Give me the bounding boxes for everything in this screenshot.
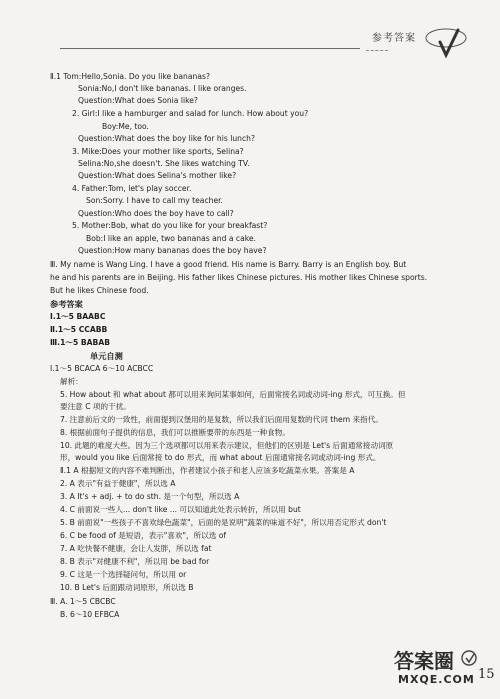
- text-line: 5. B 前面说"一些孩子不喜欢绿色蔬菜"，后面的是说明"蔬菜的味道不好"，所以用否定形式 don't: [60, 518, 387, 527]
- text-line: Question:Who does the boy have to call?: [78, 209, 234, 218]
- watermark-top: 答案圈: [394, 649, 454, 673]
- text-line: 2. Girl:I like a hamburger and salad for lunch. How about you?: [72, 109, 309, 118]
- text-line: Question:What does the boy like for his lunch?: [78, 134, 255, 143]
- text-line: Son:Sorry. I have to call my teacher.: [86, 196, 223, 205]
- text-line: Question:What does Selina's mother like?: [78, 171, 237, 180]
- text-line: 2. A 表示"有益于健康"，所以选 A: [60, 479, 176, 488]
- text-line: 6. C be food of 是短语，表示"喜欢"，所以选 of: [60, 531, 227, 540]
- text-line: 5. Mother:Bob, what do you like for your breakfast?: [72, 221, 268, 230]
- text-line: Ⅱ.1～5 CCABB: [50, 325, 108, 334]
- text-line: Sonia:No,I don't like bananas. I like oranges.: [78, 84, 247, 93]
- text-line: 形，would you like 后面常接 to do 形式，而 what about 后面通常接名词或动词-ing 形式。: [60, 453, 381, 462]
- text-line: 9. C 这是一个选择疑问句，所以用 or: [60, 570, 187, 579]
- text-line: Ⅰ.1～5 BCACA 6～10 ACBCC: [50, 364, 154, 373]
- text-line: 4. Father:Tom, let's play soccer.: [72, 184, 192, 193]
- text-line: Ⅰ.1～5 BAABC: [50, 312, 106, 321]
- header-rule: [60, 48, 360, 49]
- text-line: 7. A 吃快餐不健康，会让人发胖，所以选 fat: [60, 544, 212, 553]
- text-line: 要注意 C 项的干扰。: [60, 402, 131, 411]
- text-line: 10. B Let's 后面跟动词原形，所以选 B: [60, 583, 194, 592]
- text-line: 8. B 表示"对健康不利"，所以用 be bad for: [60, 557, 210, 566]
- text-line: Boy:Me, too.: [102, 122, 149, 131]
- text-line: Bob:I like an apple, two bananas and a cake.: [86, 234, 256, 243]
- header-logo-icon: [420, 24, 472, 58]
- text-line: Ⅲ.1～5 BABAB: [50, 338, 110, 347]
- header-dash: [366, 50, 388, 51]
- text-line: 3. Mike:Does your mother like sports, Selina?: [72, 147, 244, 156]
- text-line: Ⅱ.1 Tom:Hello,Sonia. Do you like bananas?: [50, 72, 210, 81]
- text-line: he and his parents are in Beijing. His father likes Chinese pictures. His mother likes Chinese sports.: [50, 273, 428, 282]
- text-line: 4. C 前面说一些人... don't like ... 可以知道此处表示转折，所以用 but: [60, 505, 301, 514]
- text-line: 8. 根据前面句子提供的信息，我们可以推断要带的东西是一种食物。: [60, 428, 290, 437]
- unit-test-heading: 单元自测: [90, 351, 123, 361]
- header-title: 参考答案: [372, 33, 416, 44]
- text-line: Question:What does Sonia like?: [78, 96, 198, 105]
- text-line: 10. 此题的难度大些。因为三个选项都可以用来表示建议，但他们的区别是 Let's 后面通常接动词原: [60, 441, 394, 450]
- text-line: Ⅲ. My name is Wang Ling. I have a good friend. His name is Barry. Barry is an English boy. But: [50, 260, 407, 269]
- text-line: 解析：: [60, 377, 83, 386]
- text-line: Ⅲ. A. 1～5 CBCBC: [50, 597, 116, 606]
- text-line: Selina:No,she doesn't. She likes watching TV.: [78, 159, 250, 168]
- text-line: Ⅱ.1 A 根据短文的内容不难判断出，作者建议小孩子和老人应该多吃蔬菜水果。答案是 A: [60, 466, 355, 475]
- text-line: B. 6～10 EFBCA: [60, 610, 120, 619]
- page-number: 15: [478, 667, 495, 682]
- answers-heading: 参考答案: [50, 299, 83, 309]
- text-line: 3. A It's + adj. + to do sth. 是一个句型，所以选 A: [60, 492, 240, 501]
- watermark-bottom: MXQE.COM: [398, 673, 475, 686]
- text-line: 5. How about 和 what about 都可以用来询问某事如何，后面常接名词或动词-ing 形式，可互换。但: [60, 390, 406, 399]
- text-line: But he likes Chinese food.: [50, 286, 149, 295]
- text-line: Question:How many bananas does the boy have?: [78, 246, 267, 255]
- text-line: 7. 注意前后文的一致性，前面提到汉堡用的是复数，所以我们后面用复数的代词 them 来指代。: [60, 415, 383, 424]
